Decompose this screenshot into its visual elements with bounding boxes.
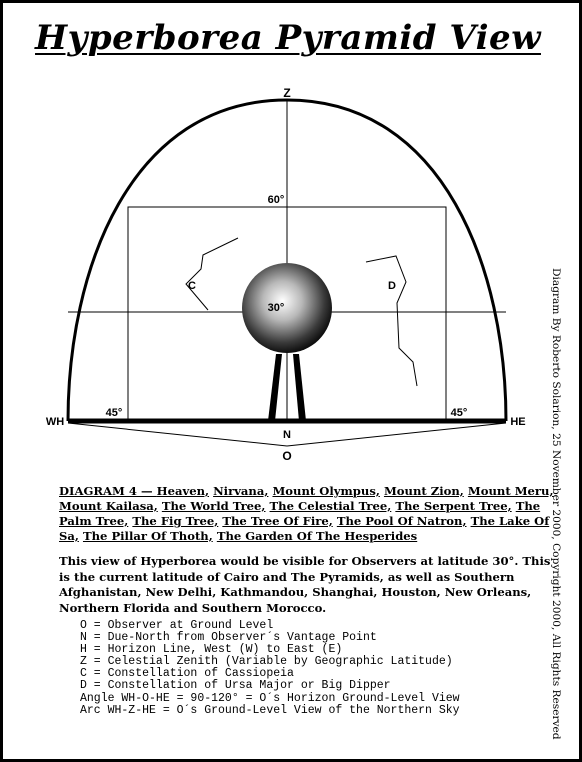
east-horizon-label: HE xyxy=(510,416,526,428)
zenith-label: Z xyxy=(283,86,291,100)
west-angle-label: 45° xyxy=(105,407,123,419)
caption-item: Mount Kailasa, xyxy=(59,499,158,513)
caption-item: The Tree Of Fire, xyxy=(222,514,333,528)
caption-item: The Pool Of Natron, xyxy=(336,514,467,528)
caption-item: The Serpent Tree, xyxy=(395,499,512,513)
north-label: N xyxy=(283,429,291,441)
legend-item: C = Constellation of Cassiopeia xyxy=(80,667,294,681)
sphere-orb xyxy=(242,263,332,353)
caption-item: Nirvana, xyxy=(213,484,269,498)
caption-prefix: DIAGRAM 4 — xyxy=(59,484,157,498)
caption-item: The Garden Of The Hesperides xyxy=(216,529,418,543)
east-angle-label: 45° xyxy=(450,407,468,419)
legend-item: Z = Celestial Zenith (Variable by Geographic Latitude) xyxy=(80,655,453,669)
copyright-credit: Diagram By Roberto Solarion, 25 November 2000, Copyright 2000, All Rights Reserved xyxy=(550,268,562,740)
legend-list xyxy=(80,620,550,717)
thirty-degree-label: 30° xyxy=(267,302,285,314)
legend-item: Arc WH-Z-HE = O´s Ground-Level View of the Northern Sky xyxy=(80,703,460,717)
west-horizon-label: WH xyxy=(45,416,65,428)
caption-item: The Lake Of Sa, xyxy=(59,514,550,543)
caption-item: Heaven, xyxy=(156,484,210,498)
caption-item: Mount Olympus, xyxy=(272,484,380,498)
legend-item: N = Due-North from Observer´s Vantage Point xyxy=(80,631,377,645)
legend-item: H = Horizon Line, West (W) to East (E) xyxy=(80,643,343,657)
sight-line-west xyxy=(68,423,287,446)
observer-label: O xyxy=(282,449,292,463)
diagram-caption xyxy=(59,484,559,544)
page-title: Hyperborea Pyramid View xyxy=(35,18,541,58)
caption-item: Mount Meru, xyxy=(467,484,554,498)
pillar-left-leg xyxy=(268,354,282,421)
ursa-major-label: D xyxy=(388,280,396,292)
caption-item: The World Tree, xyxy=(161,499,266,513)
caption-item: The Palm Tree, xyxy=(59,499,541,528)
cassiopeia-constellation xyxy=(186,238,238,310)
legend-item: Angle WH-O-HE = 90-120° = O´s Horizon Ground-Level View xyxy=(80,691,460,705)
latitude-description: This view of Hyperborea would be visible for Observers at latitude 30°. This is the current latitude of Cairo and The Pyramids, as well as Southern Afghanistan, New Delhi, Kathmandou, Shanghai, Houston, New Orleans, Northern Florida and Southern Morocco. xyxy=(59,554,551,615)
caption-item: The Fig Tree, xyxy=(132,514,219,528)
pillar-right-leg xyxy=(293,354,306,421)
ursa-major-constellation xyxy=(366,256,417,386)
caption-item: The Celestial Tree, xyxy=(269,499,392,513)
legend-item: D = Constellation of Ursa Major or Big Dipper xyxy=(80,679,391,693)
cassiopeia-label: C xyxy=(188,280,196,292)
caption-item: The Pillar Of Thoth, xyxy=(82,529,213,543)
sixty-degree-label: 60° xyxy=(267,194,285,206)
legend-item: O = Observer at Ground Level xyxy=(80,619,274,632)
caption-item: Mount Zion, xyxy=(383,484,464,498)
sight-line-east xyxy=(287,423,506,446)
